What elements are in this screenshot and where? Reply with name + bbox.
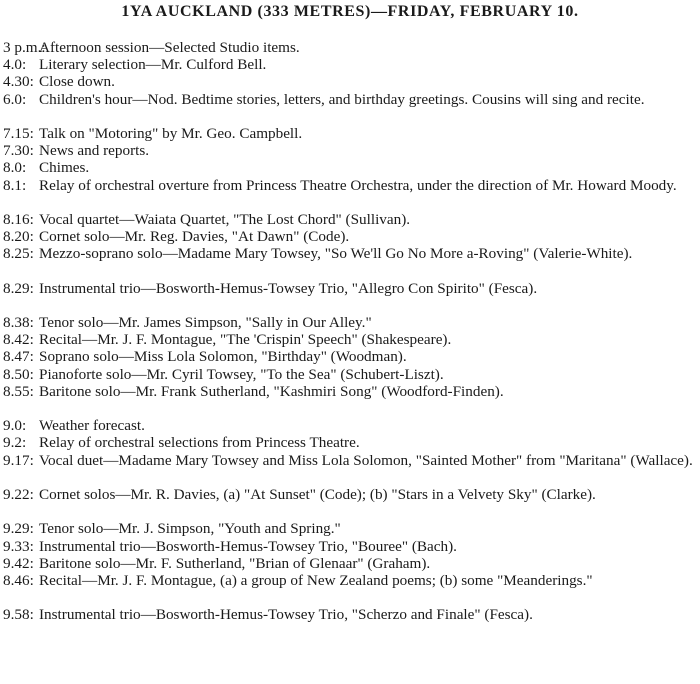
programme-time: 4.30: [3,73,34,91]
programme-row [3,159,697,176]
programme-time: 8.20: [3,228,34,246]
programme-text: Cornet solos—Mr. R. Davies, (a) "At Sunset" (Code); (b) "Stars in a Velvety Sky" (Clarke). [39,485,596,503]
programme-row [3,211,697,228]
programme-text: Pianoforte solo—Mr. Cyril Towsey, "To the Sea" (Schubert-Liszt). [39,365,444,383]
programme-text: Soprano solo—Miss Lola Solomon, "Birthday" (Woodman). [39,348,407,366]
programme-row [3,417,697,434]
programme-time: 9.17: [3,451,34,469]
programme-text: Literary selection—Mr. Culford Bell. [39,56,267,74]
programme-text: Children's hour—Nod. Bedtime stories, letters, and birthday greetings. Cousins will sing and recite. [39,90,645,108]
page-title: 1YA AUCKLAND (333 METRES)—FRIDAY, FEBRUARY 10. [121,3,579,20]
programme-row [3,538,697,555]
programme-text: Instrumental trio—Bosworth-Hemus-Towsey Trio, "Scherzo and Finale" (Fesca). [39,606,533,624]
programme-row [3,434,697,451]
programme-text: Instrumental trio—Bosworth-Hemus-Towsey Trio, "Allegro Con Spirito" (Fesca). [39,279,538,297]
programme-row [3,452,697,486]
programme-text: Vocal quartet—Waiata Quartet, "The Lost Chord" (Sullivan). [39,210,411,228]
programme-time: 4.0: [3,56,27,74]
programme-time: 8.1: [3,176,27,194]
programme-row [3,245,697,279]
programme-text: Baritone solo—Mr. Frank Sutherland, "Kashmiri Song" (Woodford-Finden). [39,382,504,400]
programme-text: Tenor solo—Mr. J. Simpson, "Youth and Spring." [39,520,341,538]
programme-text: Talk on "Motoring" by Mr. Geo. Campbell. [39,124,303,142]
programme-text: Baritone solo—Mr. F. Sutherland, "Brian of Glenaar" (Graham). [39,554,431,572]
programme-time: 7.30: [3,142,34,160]
programme-time: 7.15: [3,124,34,142]
programme-row [3,520,697,537]
programme-time: 8.0: [3,159,27,177]
programme-text: Mezzo-soprano solo—Madame Mary Towsey, "So We'll Go No More a-Roving" (Valerie-White). [39,245,633,263]
programme-row [3,39,697,56]
programme-text: Recital—Mr. J. F. Montague, "The 'Crispin' Speech" (Shakespeare). [39,331,452,349]
programme-time: 9.42: [3,554,34,572]
programme-row [3,314,697,331]
programme-time: 8.25: [3,245,34,263]
programme-list [3,39,697,641]
programme-text: Relay of orchestral overture from Princess Theatre Orchestra, under the direction of Mr. Howard Moody. [39,176,677,194]
programme-text: News and reports. [39,142,150,160]
programme-text: Relay of orchestral selections from Princess Theatre. [39,434,360,452]
programme-time: 6.0: [3,90,27,108]
programme-time: 8.42: [3,331,34,349]
programme-row [3,606,697,640]
programme-text: Cornet solo—Mr. Reg. Davies, "At Dawn" (Code). [39,228,350,246]
programme-text: Tenor solo—Mr. James Simpson, "Sally in Our Alley." [39,314,372,332]
programme-text: Vocal duet—Madame Mary Towsey and Miss Lola Solomon, "Sainted Mother" from "Maritana" (Wallace). [39,451,693,469]
programme-text: Afternoon session—Selected Studio items. [39,39,300,56]
programme-row [3,91,697,125]
programme-row [3,486,697,520]
programme-row [3,331,697,348]
programme-time: 8.47: [3,348,34,366]
programme-row [3,383,697,417]
programme-time: 9.22: [3,485,34,503]
programme-text: Instrumental trio—Bosworth-Hemus-Towsey Trio, "Bouree" (Bach). [39,537,457,555]
programme-row [3,56,697,73]
programme-row [3,348,697,365]
programme-row [3,280,697,314]
programme-row [3,228,697,245]
programme-time: 8.38: [3,314,34,332]
programme-row [3,177,697,211]
programme-text: Weather forecast. [39,417,145,435]
programme-time: 8.50: [3,365,34,383]
programme-time: 9.33: [3,537,34,555]
programme-row [3,572,697,606]
programme-time: 8.29: [3,279,34,297]
programme-row [3,125,697,142]
programme-time: 9.0: [3,417,27,435]
programme-row [3,73,697,90]
programme-time: 8.16: [3,210,34,228]
programme-row [3,366,697,383]
programme-row [3,555,697,572]
programme-time: 3 p.m.: [3,39,46,56]
programme-time: 9.2: [3,434,27,452]
programme-time: 8.55: [3,382,34,400]
programme-time: 9.58: [3,606,34,624]
programme-text: Close down. [39,73,115,91]
programme-row [3,142,697,159]
programme-time: 8.46: [3,571,34,589]
programme-text: Recital—Mr. J. F. Montague, (a) a group of New Zealand poems; (b) some "Meanderings." [39,571,593,589]
programme-time: 9.29: [3,520,34,538]
programme-text: Chimes. [39,159,90,177]
